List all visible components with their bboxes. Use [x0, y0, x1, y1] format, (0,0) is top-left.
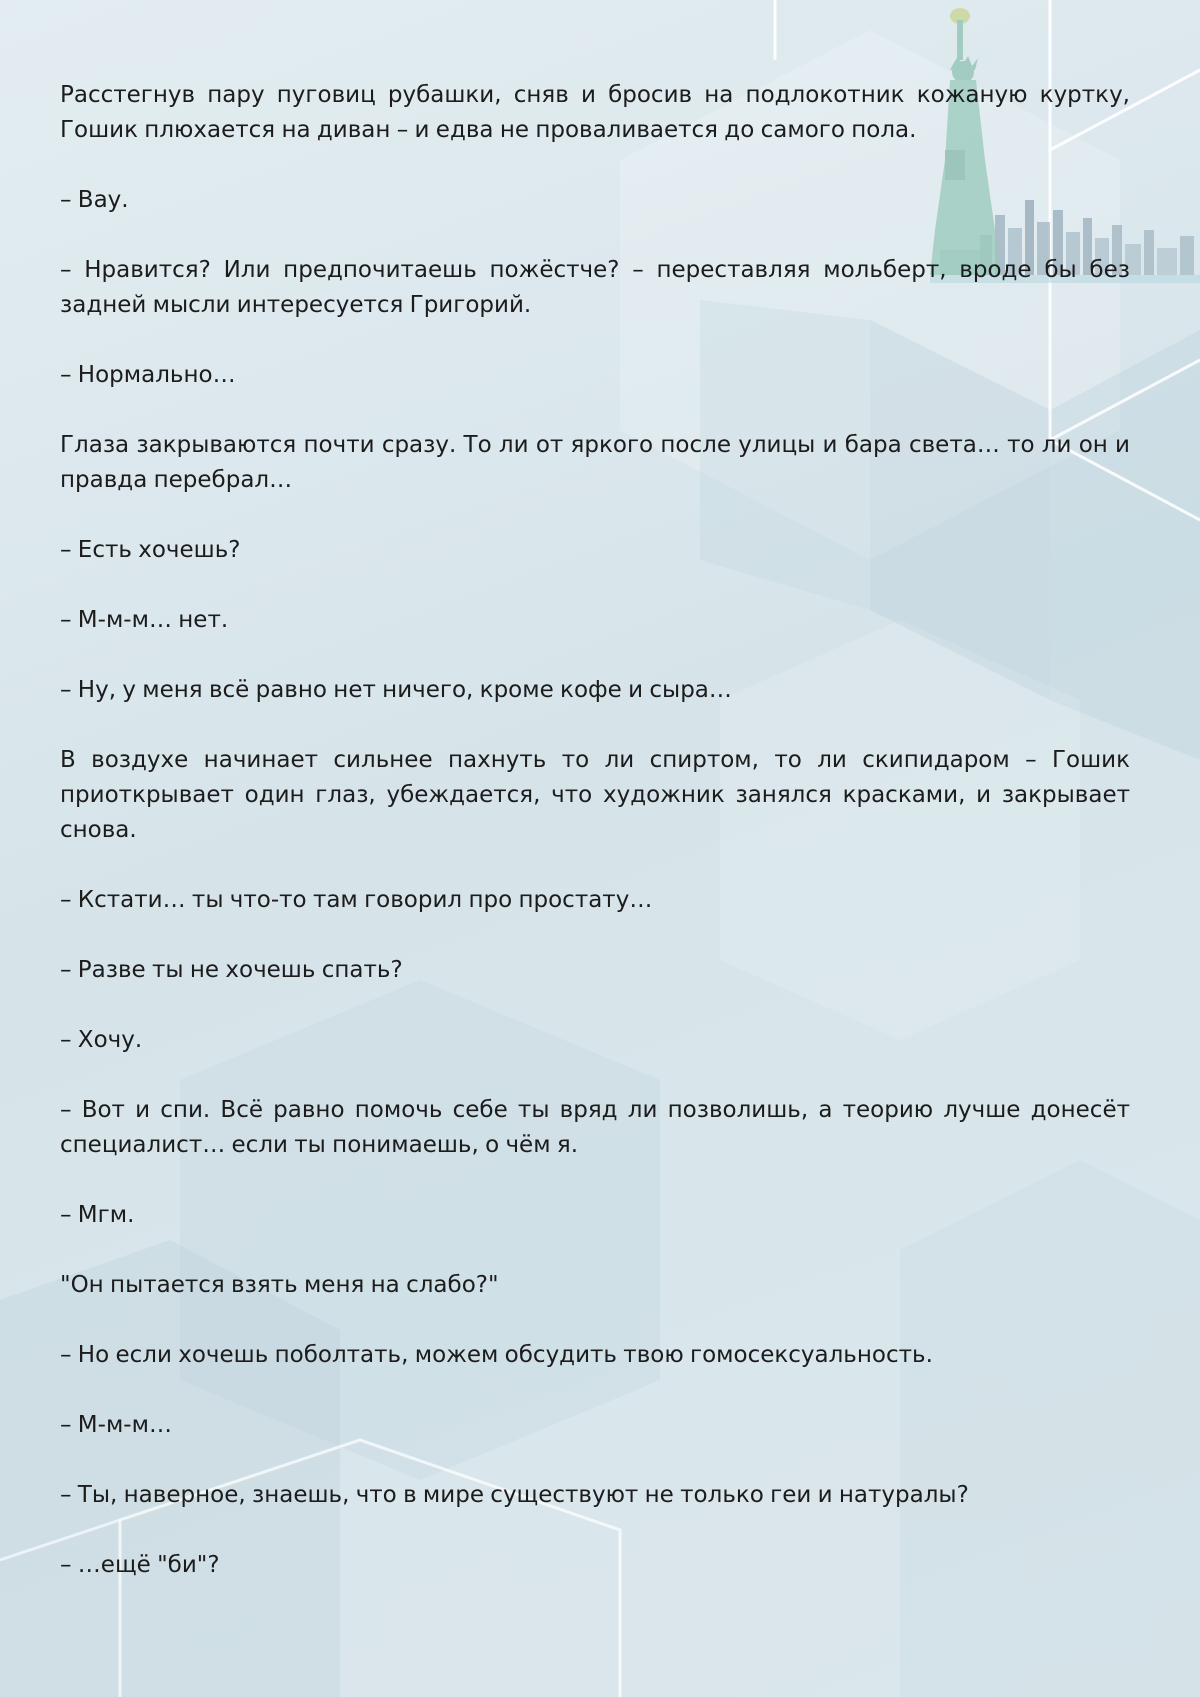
dialogue-line: – Вау. — [60, 187, 129, 213]
paragraph: В воздухе начинает сильнее пахнуть то ли спиртом, то ли скипидаром – Гошик приоткрывает один глаз, убеждается, что художник занялся красками, и закрывает снова. — [60, 747, 1130, 843]
dialogue-line: – Нравится? Или предпочитаешь пожёстче? – переставляя мольберт, вроде бы без задней мысли интересуется Григорий. — [60, 257, 1130, 318]
paragraph: Расстегнув пару пуговиц рубашки, сняв и бросив на подлокотник кожаную куртку, Гошик плюхается на диван – и едва не проваливается до самого пола. — [60, 82, 1130, 143]
story-text — [60, 78, 1130, 1618]
dialogue-line: – Разве ты не хочешь спать? — [60, 957, 403, 983]
dialogue-line: – Вот и спи. Всё равно помочь себе ты вряд ли позволишь, а теорию лучше донесёт специалист… если ты понимаешь, о чём я. — [60, 1097, 1130, 1158]
dialogue-line: – Ну, у меня всё равно нет ничего, кроме кофе и сыра… — [60, 677, 732, 703]
dialogue-line: – Хочу. — [60, 1027, 143, 1053]
dialogue-line: – Но если хочешь поболтать, можем обсудить твою гомосексуальность. — [60, 1342, 933, 1368]
dialogue-line: – Нормально… — [60, 362, 236, 388]
paragraph: Глаза закрываются почти сразу. То ли от яркого после улицы и бара света… то ли он и правда перебрал… — [60, 432, 1130, 493]
dialogue-line: – Мгм. — [60, 1202, 135, 1228]
dialogue-line: – Есть хочешь? — [60, 537, 241, 563]
dialogue-line: – Кстати… ты что-то там говорил про простату… — [60, 887, 653, 913]
dialogue-line: – М-м-м… — [60, 1412, 172, 1438]
dialogue-line: – …ещё "би"? — [60, 1552, 220, 1578]
thought-line: "Он пытается взять меня на слабо?" — [60, 1272, 499, 1298]
dialogue-line: – Ты, наверное, знаешь, что в мире существуют не только геи и натуралы? — [60, 1482, 969, 1508]
dialogue-line: – М-м-м… нет. — [60, 607, 229, 633]
